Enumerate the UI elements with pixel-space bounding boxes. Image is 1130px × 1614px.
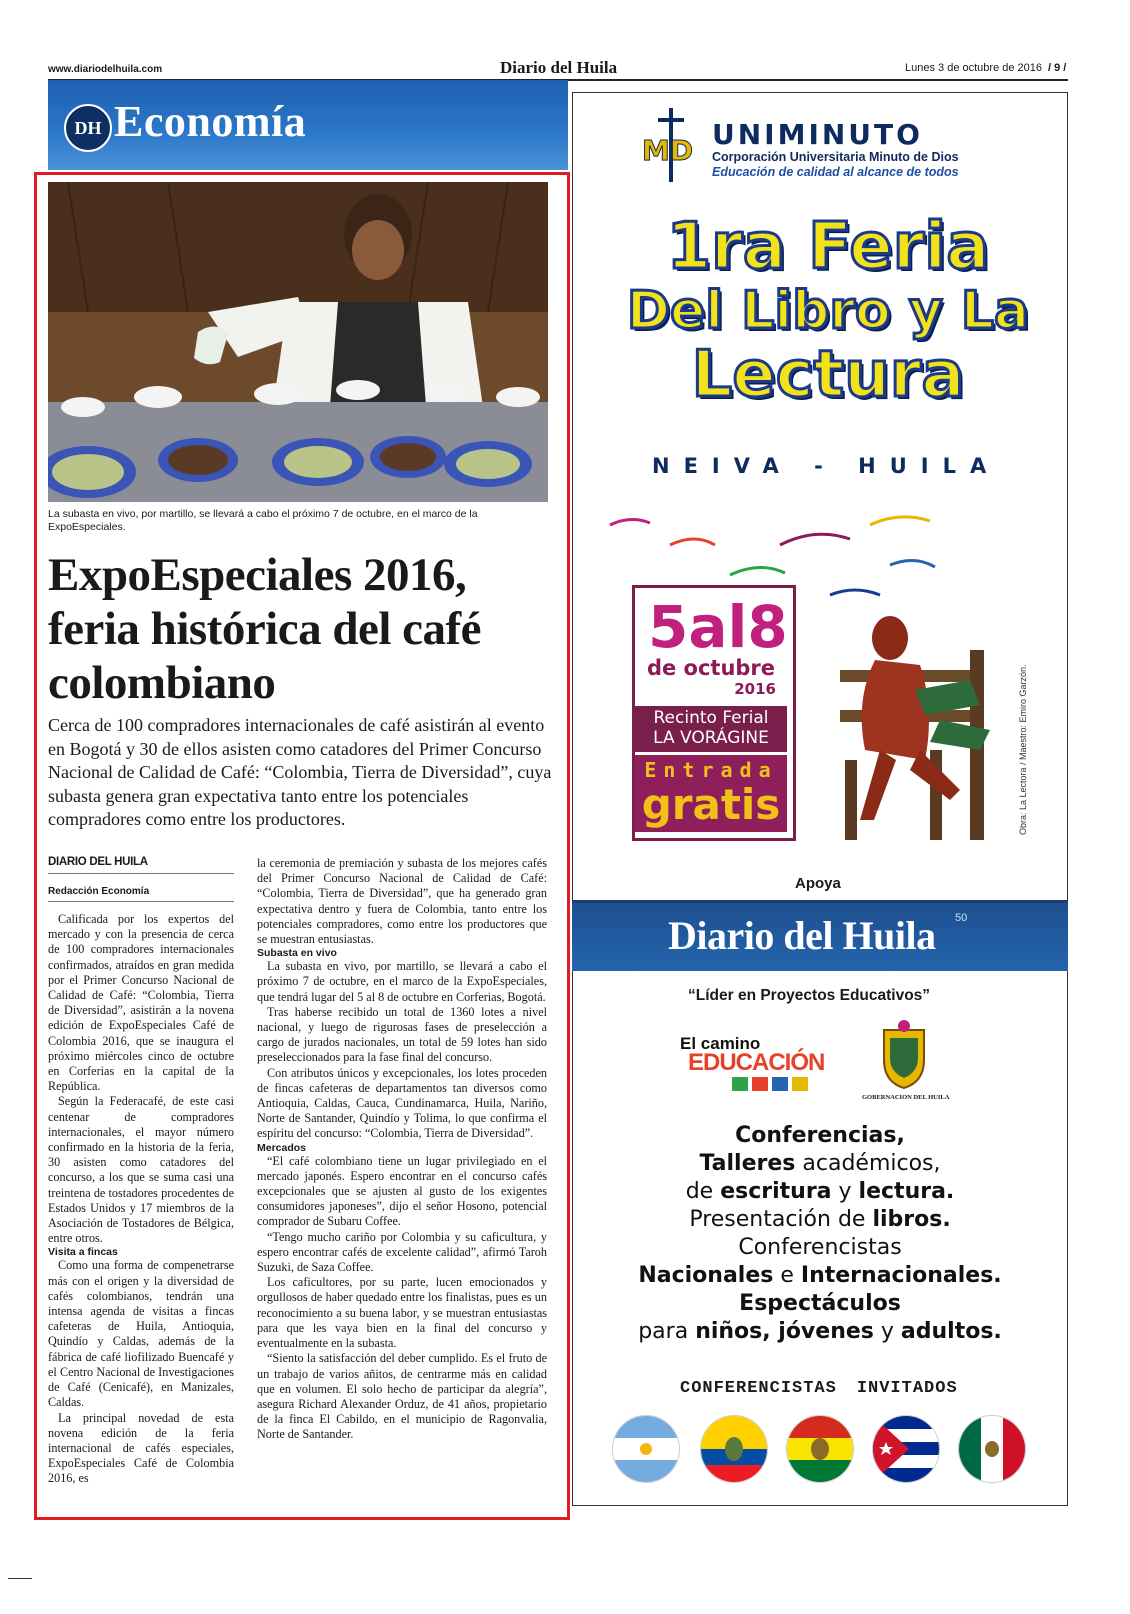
desk-credit: Redacción Economía [48, 886, 150, 897]
paragraph: La subasta en vivo, por martillo, se llevará a cabo el próximo 7 de octubre, en el marco de la ExpoEspeciales, que tendrá lugar del 5 al 8 de octubre en Corferias, Bogotá. [257, 959, 547, 1004]
argentina-flag-icon [612, 1415, 680, 1483]
program-line: Nacionales e Internacionales. [638, 1263, 1002, 1288]
bolivia-flag-icon [786, 1415, 854, 1483]
camino-logo-main: EDUCACIÓN [688, 1049, 825, 1076]
subhead-mercados: Mercados [257, 1141, 307, 1154]
paragraph: Los caficultores, por su parte, lucen emocionados y orgullosos de haber quedado entre los finalistas, pues es un reconocimiento a su buena labor, y se muestran entusiastas para que les vaya bien en la final del concurso y eventualmente en la subasta. [257, 1275, 547, 1351]
cuba-flag-icon [872, 1415, 940, 1483]
org-slogan: Educación de calidad al alcance de todos [712, 165, 959, 179]
issue-date: Lunes 3 de octubre de 2016 / 9 / [905, 62, 1067, 74]
section-title: Economía [114, 97, 307, 146]
program-line: Conferencistas [738, 1235, 902, 1260]
event-program [592, 1122, 1048, 1346]
coffee-cupping-photo [48, 182, 548, 502]
paragraph: La principal novedad de esta novena edición de la feria internacional de cafés especiales, ExpoEspeciales Café de Colombia 2016, es [48, 1410, 234, 1486]
margin-mark [8, 1578, 32, 1579]
program-line: de escritura y lectura. [685, 1179, 955, 1204]
subhead-visita: Visita a fincas [48, 1246, 118, 1259]
camino-logo-top: El camino [680, 1034, 761, 1053]
byline-rule [48, 873, 234, 874]
anniversary-badge: 50 [955, 912, 968, 924]
reading-figure-sculpture [820, 610, 1010, 865]
program-line: Conferencias, [735, 1123, 905, 1148]
huila-coat-of-arms-icon [878, 1020, 930, 1095]
entry-free: gratis [641, 780, 781, 829]
article-headline: ExpoEspeciales 2016, feria histórica del café colombiano [48, 549, 482, 709]
org-name: UNIMINUTO [712, 118, 923, 151]
ecuador-flag-icon [700, 1415, 768, 1483]
svg-text:MD: MD [642, 134, 694, 167]
event-location: NEIVA - HUILA [652, 454, 1001, 478]
program-line: Talleres académicos, [699, 1151, 941, 1176]
event-year: 2016 [734, 680, 776, 698]
photo-caption: La subasta en vivo, por martillo, se llevará a cabo el próximo 7 de octubre, en el marco de la ExpoEspeciales. [48, 508, 478, 533]
program-line: Presentación de libros. [689, 1207, 951, 1232]
camino-icons [732, 1077, 812, 1098]
article-column-2 [257, 856, 547, 1443]
paragraph: Según la Federacafé, de este casi centenar de compradores internacionales, el mayor número confirmado en la historia de la feria, 30 asisten como catadores del concurso, a los que se suma casi una treintena de tostadores procedentes de Estados Unidos y 17 miembros de la Asociación de Tostadores de Bélgica, entre otros. [48, 1094, 234, 1246]
gobernacion-label: GOBERNACION DEL HUILA [862, 1094, 950, 1101]
byline: DIARIO DEL HUILA [48, 856, 148, 868]
sponsor-slogan: “Líder en Proyectos Educativos” [688, 987, 931, 1004]
invited-speakers-heading: CONFERENCISTAS INVITADOS [680, 1379, 958, 1398]
venue-line-2: LA VORÁGINE [653, 728, 769, 748]
paragraph: Como una forma de compenetrarse más con el origen y la diversidad de cafés colombianos, tendrán una intensa agenda de visitas a fincas cafeteras de Huila, Antioquia, Quindío y Caldas, además de la fábrica de café liofilizado Buencafé y el Centro Nacional de Investigaciones de Café (Cenicafé), en Manizales, Caldas. [48, 1258, 234, 1410]
entry-label: Entrada [644, 758, 778, 782]
article-column-1 [48, 912, 234, 1487]
supporter-label: Apoya [795, 875, 841, 892]
paragraph: Calificada por los expertos del mercado y con la presencia de cerca de 100 compradores internacionales confirmados, atraídos en gran medida por el Primer Concurso Nacional de Calidad de Café: “Colombia, Tierra de Diversidad”, asistirán a la novena edición de ExpoEspeciales Café de Colombia 2016, que se inaugura el próximo miércoles cinco de octubre en Corferias en la capital de la República. [48, 912, 234, 1094]
program-line: para niños, jóvenes y adultos. [638, 1319, 1002, 1344]
desk-rule [48, 901, 234, 902]
article-lead: Cerca de 100 compradores internacionales de café asistirán al evento en Bogotá y 30 de ellos asisten como catadores del Primer Concurso Nacional de Calidad de Café: “Colombia, Tierra de Diversidad”, cuya subasta genera gran expectativa tanto entre los potenciales compradores como entre los productores. [48, 715, 552, 829]
artwork-credit: Obra: La Lectora / Maestro: Emiro Garzón. [1018, 664, 1028, 835]
venue-line-1: Recinto Ferial [653, 708, 769, 728]
page-number: / 9 / [1048, 62, 1067, 74]
event-month: de octubre [646, 656, 776, 680]
paragraph: la ceremonia de premiación y subasta de los mejores cafés del Primer Concurso Nacional de Calidad de Café: “Colombia, Tierra de Diversidad”, que ha generado gran expectativa dentro y fuera de Colombia, tanto entre los potenciales compradores, como entre los productores que se muestran entusiastas. [257, 856, 547, 947]
paragraph: Tras haberse recibido un total de 1360 lotes a nivel nacional, y luego de rigurosas fases de preselección a cargo de jurados nacionales, un total de 59 lotes han sido preseleccionados para la fase final del concurso. [257, 1004, 547, 1065]
event-title: 1ra Feria Del Libro y La Lectura [626, 210, 1030, 412]
subhead-subasta: Subasta en vivo [257, 947, 337, 960]
site-url: www.diariodelhuila.com [48, 64, 163, 75]
mexico-flag-icon [958, 1415, 1026, 1483]
event-dates: 5al8 [648, 593, 788, 661]
sponsor-name: Diario del Huila [668, 913, 936, 958]
uniminuto-logo-icon [640, 108, 702, 182]
paragraph: Con atributos únicos y excepcionales, los lotes proceden de fincas cafeteras de departamentos tan diversos como Antioquia, Caldas, Cauca, Cundinamarca, Huila, Nariño, Norte de Santander, Quindío y Tolima, lo que confirma el espíritu del concurso: “Colombia, Tierra de Diversidad”. [257, 1065, 547, 1141]
org-subtitle: Corporación Universitaria Minuto de Dios [712, 150, 959, 164]
paragraph: “Tengo mucho cariño por Colombia y su caficultura, y espero encontrar cafés de excelente calidad”, afirmó Taroh Suzuki, de Saza Coffee. [257, 1229, 547, 1275]
paragraph: “El café colombiano tiene un lugar privilegiado en el mercado japonés. Espero encontrar en el concurso cafés excepcionales que se ajusten al gusto de los exigentes consumidores japoneses”, dijo el señor Hosono, potencial comprador de Subaru Coffee. [257, 1153, 547, 1229]
newspaper-name: Diario del Huila [500, 58, 618, 77]
dh-logo-badge: DH [64, 104, 112, 152]
paragraph: “Siento la satisfacción del deber cumplido. Es el fruto de un trabajo de varios añitos, de centrarme más en calidad que en volumen. El solo hecho de participar da alegría”, asegura Richard Alexander Orduz, de 41 años, propietario de la finca El Cabildo, en el municipio de Ragonvalia, Norte de Santander. [257, 1351, 547, 1442]
program-line: Espectáculos [739, 1291, 901, 1316]
